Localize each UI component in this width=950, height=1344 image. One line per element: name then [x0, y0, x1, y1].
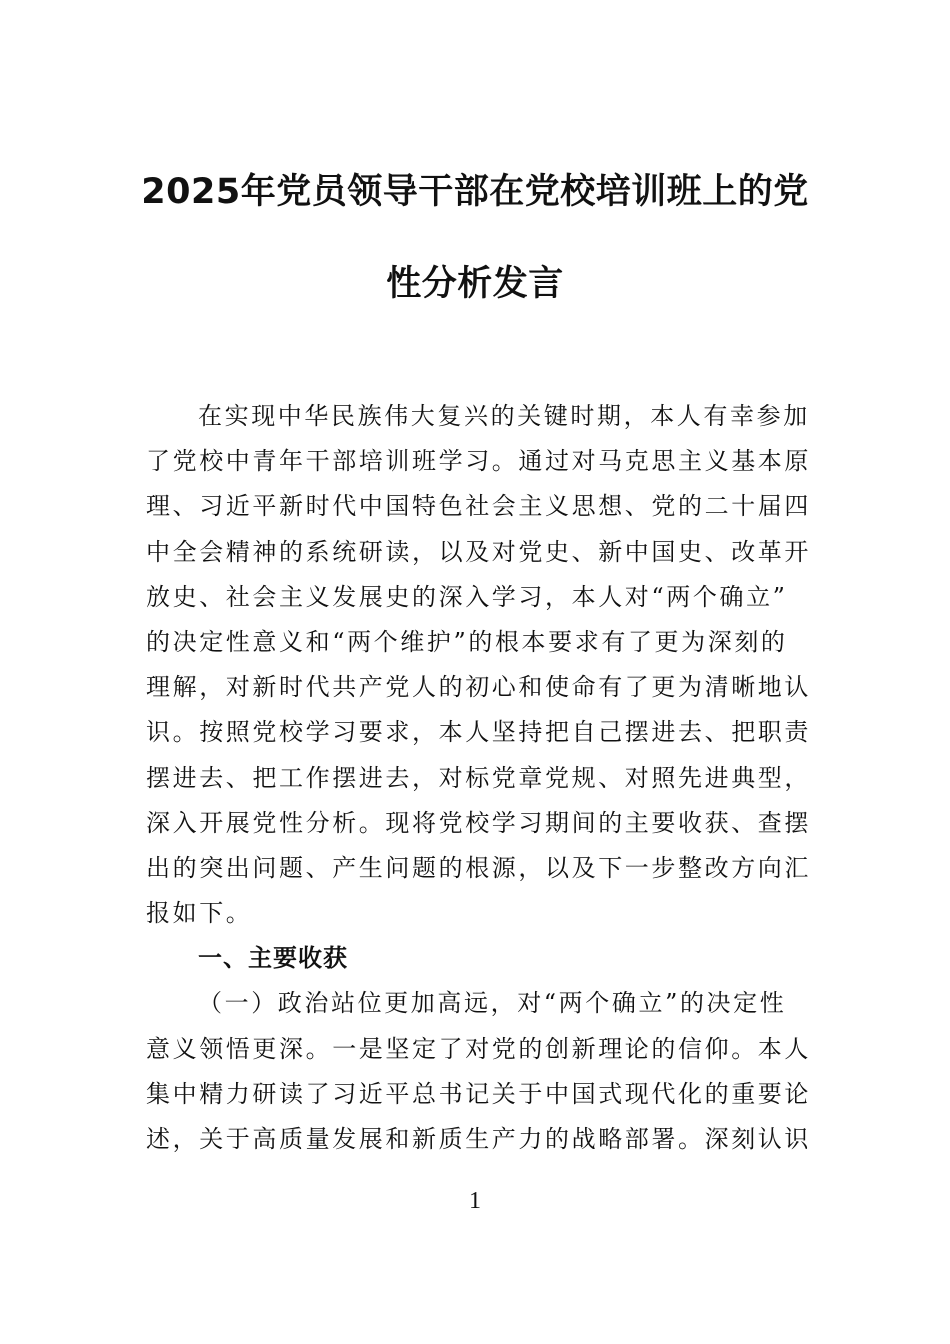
- paragraph-line: 深入开展党性分析。现将党校学习期间的主要收获、查摆: [146, 808, 811, 837]
- paragraph-line: 报如下。: [146, 899, 253, 928]
- title-line: 2025年党员领导干部在党校培训班上的党: [141, 172, 809, 212]
- page-number: 1: [469, 1188, 481, 1214]
- paragraph-line: 出的突出问题、产生问题的根源，以及下一步整改方向汇: [146, 853, 811, 882]
- document-title: [140, 146, 810, 330]
- paragraph-line: 的决定性意义和“两个维护”的根本要求有了更为深刻的: [146, 627, 788, 656]
- section-heading: 一、主要收获: [198, 944, 348, 973]
- paragraph-line: 摆进去、把工作摆进去，对标党章党规、对照先进典型，: [146, 763, 811, 792]
- paragraph-line: （一）政治站位更加高远，对“两个确立”的决定性: [198, 989, 787, 1018]
- paragraph-line: 了党校中青年干部培训班学习。通过对马克思主义基本原: [146, 447, 811, 476]
- paragraph-line: 集中精力研读了习近平总书记关于中国式现代化的重要论: [146, 1079, 811, 1108]
- paragraph-line: 意义领悟更深。一是坚定了对党的创新理论的信仰。本人: [146, 1034, 811, 1063]
- paragraph-line: 理解，对新时代共产党人的初心和使命有了更为清晰地认: [146, 673, 811, 702]
- paragraph-line: 述，关于高质量发展和新质生产力的战略部署。深刻认识: [146, 1125, 811, 1153]
- document-body: [146, 394, 811, 1162]
- paragraph-line: 放史、社会主义发展史的深入学习，本人对“两个确立”: [146, 582, 788, 611]
- paragraph-line: 中全会精神的系统研读，以及对党史、新中国史、改革开: [146, 537, 811, 566]
- paragraph-line: 在实现中华民族伟大复兴的关键时期，本人有幸参加: [198, 402, 810, 430]
- title-line: 性分析发言: [386, 264, 564, 304]
- paragraph-line: 识。按照党校学习要求，本人坚持把自己摆进去、把职责: [146, 718, 811, 747]
- paragraph-line: 理、习近平新时代中国特色社会主义思想、党的二十届四: [146, 492, 811, 521]
